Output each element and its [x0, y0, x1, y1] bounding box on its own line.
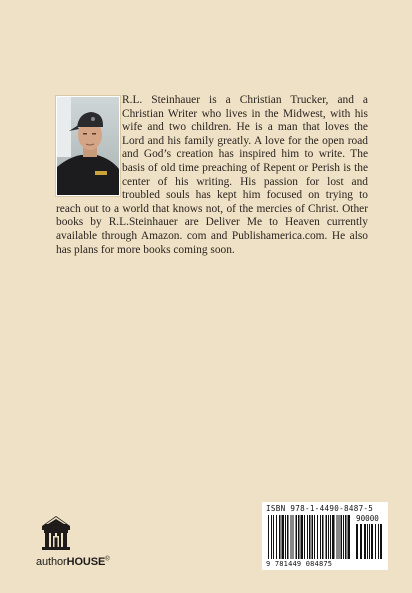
- publisher-name: [36, 556, 110, 568]
- trademark-symbol: ®: [105, 556, 110, 563]
- barcode-bar: [330, 515, 331, 559]
- barcode-bar: [339, 515, 340, 559]
- author-bio: [56, 94, 368, 257]
- ean-digits: 9 781449 084875: [266, 560, 333, 568]
- barcode-bar: [343, 515, 344, 559]
- addon-bar: [364, 524, 366, 559]
- barcode-bar: [268, 515, 269, 559]
- barcode-bar: [341, 515, 343, 559]
- barcode-bar: [307, 515, 308, 559]
- barcode-bar: [317, 515, 318, 559]
- addon-bar: [371, 524, 373, 559]
- barcode-bar: [314, 515, 315, 559]
- barcode-bar: [301, 515, 304, 559]
- barcode-bar: [298, 515, 300, 559]
- price-code: 90000: [356, 514, 379, 523]
- addon-bar: [378, 524, 379, 559]
- publisher-name-bold: HOUSE: [66, 556, 106, 568]
- barcode-bar: [276, 515, 277, 559]
- barcode-bar: [332, 515, 335, 559]
- addon-bar: [367, 524, 368, 559]
- barcode-bar: [279, 515, 281, 559]
- barcode-bar: [296, 515, 298, 559]
- addon-bar: [380, 524, 382, 559]
- authorhouse-building-icon: [36, 512, 76, 552]
- isbn-label: ISBN 978-1-4490-8487-5: [266, 504, 374, 513]
- barcode-bar: [287, 515, 289, 559]
- barcode-bar: [337, 515, 338, 559]
- barcode-bar: [312, 515, 314, 559]
- publisher-name-light: author: [36, 556, 67, 568]
- barcode-bar: [322, 515, 324, 559]
- photo-spacer: [56, 94, 122, 200]
- barcode-bar: [273, 515, 274, 559]
- barcode-bar: [304, 515, 305, 559]
- barcode-bar: [293, 515, 294, 559]
- addon-bar: [375, 524, 376, 559]
- barcode-bar: [348, 515, 351, 559]
- addon-bar: [360, 524, 362, 559]
- barcode-bar: [345, 515, 347, 559]
- isbn-barcode: [262, 502, 388, 570]
- addon-bar: [356, 524, 358, 559]
- addon-bar: [369, 524, 370, 559]
- barcode-bar: [282, 515, 285, 559]
- barcode-bar: [309, 515, 311, 559]
- author-bio-text: R.L. Steinhauer is a Christian Trucker, and a Christian Writer who lives in the Midwest, with his wife and two children. He is a man that loves the Lord and his family greatly. A love for the open road and God’s creation has inspired him to write. The basis of old time preaching of Repent or Perish is the center of his writing. His passion for lost and troubled souls has kept him focused on trying to reach out to a world that knows not, of the mercies of Christ. Other books by R.L.Steinhauer are Deliver Me to Heaven currently available through Amazon. com and Publishamerica.com. He also has plans for more books coming soon.: [56, 94, 368, 256]
- barcode-bar: [291, 515, 292, 559]
- barcode-bar: [328, 515, 329, 559]
- barcode-bar: [320, 515, 321, 559]
- barcode-bar: [271, 515, 272, 559]
- barcode-bar: [326, 515, 328, 559]
- barcode-bar: [285, 515, 286, 559]
